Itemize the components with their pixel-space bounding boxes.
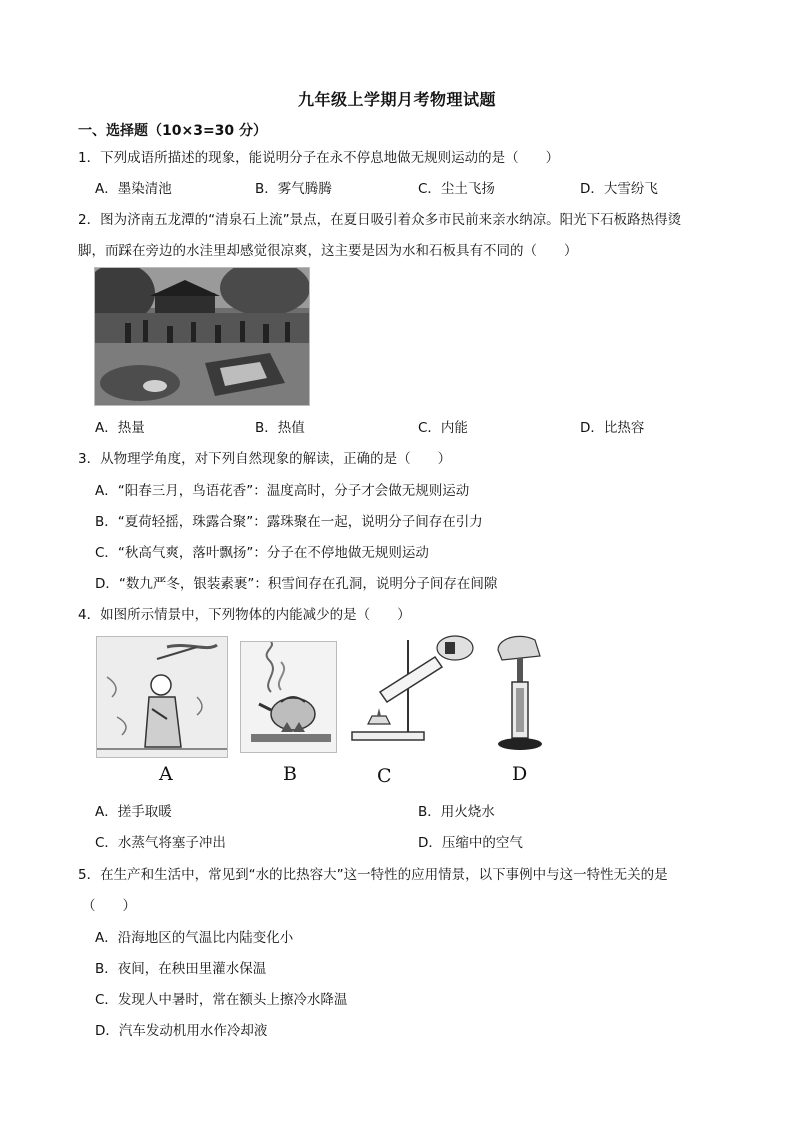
q3-option-b: B．“夏荷轻摇，珠露合聚”：露珠聚在一起，说明分子间存在引力 <box>95 514 483 530</box>
figure-c-steam-stopper <box>350 632 475 752</box>
q5-option-b: B．夜间，在秧田里灌水保温 <box>95 961 267 977</box>
q3-option-c: C．“秋高气爽，落叶飘扬”：分子在不停地做无规则运动 <box>95 545 429 561</box>
question-3-stem: 3．从物理学角度，对下列自然现象的解读，正确的是（ ） <box>78 451 452 467</box>
figure-c-image <box>350 632 475 752</box>
figure-label-d: D <box>512 763 528 785</box>
q4-option-c: C．水蒸气将塞子冲出 <box>95 835 226 851</box>
q3-option-d: D．“数九严冬，银装素裹”：积雪间存在孔洞，说明分子间存在间隙 <box>95 576 498 592</box>
question-5-stem-line2: （ ） <box>82 898 136 914</box>
figure-label-a: A <box>159 763 173 785</box>
question-4-stem: 4．如图所示情景中，下列物体的内能减少的是（ ） <box>78 607 411 623</box>
q4-option-b: B．用火烧水 <box>418 804 495 820</box>
question-2-stem-line2: 脚，而踩在旁边的水洼里却感觉很凉爽，这主要是因为水和石板具有不同的（ ） <box>78 243 578 259</box>
q3-option-a: A．“阳春三月，鸟语花香”：温度高时，分子才会做无规则运动 <box>95 483 470 499</box>
q4-option-a: A．搓手取暖 <box>95 804 172 820</box>
q2-option-a: A．热量 <box>95 420 145 436</box>
question-5-stem-line1: 5．在生产和生活中，常见到“水的比热容大”这一特性的应用情景，以下事例中与这一特性无关的是 <box>78 867 668 883</box>
figure-a-image <box>97 637 227 757</box>
page-title: 九年级上学期月考物理试题 <box>297 90 496 109</box>
q2-option-b: B．热值 <box>255 420 305 436</box>
q1-option-b: B．雾气腾腾 <box>255 181 332 197</box>
q2-option-c: C．内能 <box>418 420 468 436</box>
figure-label-c: C <box>377 765 392 787</box>
figure-d-image <box>490 630 550 758</box>
figure-a-rubbing-hands <box>96 636 228 758</box>
q2-option-d: D．比热容 <box>580 420 645 436</box>
q1-option-a: A．墨染清池 <box>95 181 172 197</box>
figure-d-air-compression <box>490 630 550 758</box>
q4-option-d: D．压缩中的空气 <box>418 835 523 851</box>
park-photo-image <box>95 268 309 405</box>
figure-b-boiling-kettle <box>240 641 337 753</box>
q1-option-c: C．尘土飞扬 <box>418 181 495 197</box>
section-heading: 一、选择题（10×3=30 分） <box>78 123 268 139</box>
q5-option-d: D．汽车发动机用水作冷却液 <box>95 1023 268 1039</box>
figure-b-image <box>241 642 336 752</box>
park-photo <box>94 267 310 406</box>
question-2-stem-line1: 2．图为济南五龙潭的“清泉石上流”景点，在夏日吸引着众多市民前来亲水纳凉。阳光下石板路热得烫 <box>78 212 682 228</box>
q1-option-d: D．大雪纷飞 <box>580 181 658 197</box>
q5-option-c: C．发现人中暑时，常在额头上擦冷水降温 <box>95 992 348 1008</box>
question-1-stem: 1．下列成语所描述的现象，能说明分子在永不停息地做无规则运动的是（ ） <box>78 150 560 166</box>
q5-option-a: A．沿海地区的气温比内陆变化小 <box>95 930 294 946</box>
figure-label-b: B <box>283 763 297 785</box>
